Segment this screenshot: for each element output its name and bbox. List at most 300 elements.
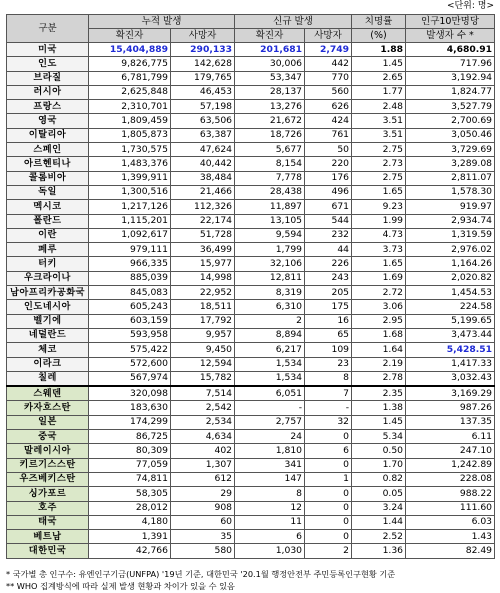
fatality-rate-cell: 2.75: [352, 171, 406, 185]
new-confirmed-cell: 11,897: [235, 200, 305, 214]
cum-confirmed-cell: 966,335: [89, 257, 171, 271]
new-deaths-cell: 109: [305, 343, 352, 357]
table-row: [7, 530, 495, 544]
cum-deaths-cell: 46,453: [171, 85, 235, 99]
header-region: 구분: [7, 15, 89, 43]
country-name: 카자흐스탄: [7, 401, 89, 415]
table-header: [7, 15, 495, 43]
new-confirmed-cell: 9,594: [235, 228, 305, 242]
per100k-cell: 1,164.26: [406, 257, 495, 271]
country-name: 중국: [7, 430, 89, 444]
cum-deaths-cell: 4,634: [171, 430, 235, 444]
per100k-cell: 6.11: [406, 430, 495, 444]
new-deaths-cell: 226: [305, 257, 352, 271]
table-row: [7, 271, 495, 285]
country-name: 우즈베키스탄: [7, 472, 89, 486]
fatality-rate-cell: 3.24: [352, 501, 406, 515]
per100k-cell: 1,824.77: [406, 85, 495, 99]
per100k-cell: 2,811.07: [406, 171, 495, 185]
country-name: 이라크: [7, 357, 89, 371]
new-deaths-cell: 544: [305, 214, 352, 228]
table-row: [7, 444, 495, 458]
table-row: [7, 85, 495, 99]
new-confirmed-cell: 1,534: [235, 357, 305, 371]
cum-confirmed-cell: 80,309: [89, 444, 171, 458]
new-deaths-cell: 0: [305, 487, 352, 501]
new-confirmed-cell: 11: [235, 515, 305, 529]
cum-deaths-cell: 22,952: [171, 286, 235, 300]
country-name: 베트남: [7, 530, 89, 544]
table-row: [7, 243, 495, 257]
country-name: 아르헨티나: [7, 157, 89, 171]
table-row: [7, 328, 495, 342]
fatality-rate-cell: 2.75: [352, 143, 406, 157]
new-deaths-cell: 424: [305, 114, 352, 128]
cum-confirmed-cell: 320,098: [89, 386, 171, 401]
per100k-cell: 111.60: [406, 501, 495, 515]
cum-deaths-cell: 14,998: [171, 271, 235, 285]
new-confirmed-cell: 8,894: [235, 328, 305, 342]
cum-confirmed-cell: 1,399,911: [89, 171, 171, 185]
country-name: 콜롬비아: [7, 171, 89, 185]
new-confirmed-cell: 147: [235, 472, 305, 486]
per100k-cell: 2,700.69: [406, 114, 495, 128]
cum-deaths-cell: 18,511: [171, 300, 235, 314]
table-row: [7, 357, 495, 371]
cum-confirmed-cell: 1,217,126: [89, 200, 171, 214]
new-deaths-cell: 0: [305, 501, 352, 515]
per100k-cell: 1.43: [406, 530, 495, 544]
cum-deaths-cell: 12,594: [171, 357, 235, 371]
per100k-cell: 1,417.33: [406, 357, 495, 371]
new-confirmed-cell: 21,672: [235, 114, 305, 128]
per100k-cell: 2,976.02: [406, 243, 495, 257]
per100k-cell: 3,169.29: [406, 386, 495, 401]
cum-confirmed-cell: 174,299: [89, 415, 171, 429]
footnote-population: * 국가별 총 인구수: 유엔인구기금(UNFPA) '19년 기준, 대한민국 '20.1월 행정안전부 주민등록인구현황 기준: [6, 569, 396, 579]
fatality-rate-cell: 2.48: [352, 100, 406, 114]
new-confirmed-cell: 28,137: [235, 85, 305, 99]
cum-confirmed-cell: 1,809,459: [89, 114, 171, 128]
cum-deaths-cell: 29: [171, 487, 235, 501]
table-row: [7, 185, 495, 199]
new-confirmed-cell: 1,810: [235, 444, 305, 458]
country-name: 인도네시아: [7, 300, 89, 314]
cum-deaths-cell: 1,307: [171, 458, 235, 472]
fatality-rate-cell: 3.06: [352, 300, 406, 314]
cum-confirmed-cell: 77,059: [89, 458, 171, 472]
cum-deaths-cell: 57,198: [171, 100, 235, 114]
new-confirmed-cell: 13,105: [235, 214, 305, 228]
fatality-rate-cell: 1.99: [352, 214, 406, 228]
country-name: 스페인: [7, 143, 89, 157]
fatality-rate-cell: 1.36: [352, 544, 406, 558]
fatality-rate-cell: 2.19: [352, 357, 406, 371]
per100k-cell: 3,289.08: [406, 157, 495, 171]
country-name: 네덜란드: [7, 328, 89, 342]
per100k-cell: 3,032.43: [406, 371, 495, 386]
new-confirmed-cell: 28,438: [235, 185, 305, 199]
header-fatality: 치명률: [352, 15, 406, 29]
country-name: 스웨덴: [7, 386, 89, 401]
cum-confirmed-cell: 15,404,889: [89, 43, 171, 57]
cum-deaths-cell: 21,466: [171, 185, 235, 199]
country-name: 대한민국: [7, 544, 89, 558]
per100k-cell: 228.08: [406, 472, 495, 486]
header-per100k: 인구10만명당: [406, 15, 495, 29]
per100k-cell: 1,319.59: [406, 228, 495, 242]
table-body: [7, 43, 495, 559]
country-name: 프랑스: [7, 100, 89, 114]
table-row: [7, 458, 495, 472]
new-confirmed-cell: 1,030: [235, 544, 305, 558]
per100k-cell: 1,578.30: [406, 185, 495, 199]
new-deaths-cell: 761: [305, 128, 352, 142]
new-confirmed-cell: 30,006: [235, 57, 305, 71]
table-row: [7, 430, 495, 444]
new-confirmed-cell: 12: [235, 501, 305, 515]
cum-confirmed-cell: 567,974: [89, 371, 171, 386]
new-confirmed-cell: 53,347: [235, 71, 305, 85]
new-deaths-cell: 496: [305, 185, 352, 199]
cum-confirmed-cell: 9,826,775: [89, 57, 171, 71]
header-new: 신규 발생: [235, 15, 352, 29]
new-deaths-cell: -: [305, 401, 352, 415]
country-name: 이란: [7, 228, 89, 242]
new-deaths-cell: 2,749: [305, 43, 352, 57]
fatality-rate-cell: 5.34: [352, 430, 406, 444]
country-name: 터키: [7, 257, 89, 271]
new-deaths-cell: 243: [305, 271, 352, 285]
cum-deaths-cell: 22,174: [171, 214, 235, 228]
table-row: [7, 501, 495, 515]
cum-confirmed-cell: 603,159: [89, 314, 171, 328]
fatality-rate-cell: 2.72: [352, 286, 406, 300]
new-confirmed-cell: 7,778: [235, 171, 305, 185]
table-row: [7, 214, 495, 228]
new-deaths-cell: 16: [305, 314, 352, 328]
per100k-cell: 6.03: [406, 515, 495, 529]
cum-confirmed-cell: 575,422: [89, 343, 171, 357]
table-row: [7, 157, 495, 171]
new-deaths-cell: 44: [305, 243, 352, 257]
header-fatality-unit: (%): [352, 29, 406, 43]
table-row: [7, 487, 495, 501]
per100k-cell: 3,527.79: [406, 100, 495, 114]
per100k-cell: 224.58: [406, 300, 495, 314]
cum-confirmed-cell: 1,300,516: [89, 185, 171, 199]
country-name: 영국: [7, 114, 89, 128]
cum-deaths-cell: 63,387: [171, 128, 235, 142]
fatality-rate-cell: 1.70: [352, 458, 406, 472]
country-name: 멕시코: [7, 200, 89, 214]
country-name: 페루: [7, 243, 89, 257]
cum-deaths-cell: 17,792: [171, 314, 235, 328]
new-confirmed-cell: 6,051: [235, 386, 305, 401]
per100k-cell: 2,020.82: [406, 271, 495, 285]
fatality-rate-cell: 2.65: [352, 71, 406, 85]
per100k-cell: 2,934.74: [406, 214, 495, 228]
new-confirmed-cell: 5,677: [235, 143, 305, 157]
new-confirmed-cell: 2: [235, 314, 305, 328]
new-confirmed-cell: 8: [235, 487, 305, 501]
cum-deaths-cell: 2,542: [171, 401, 235, 415]
table-row: [7, 343, 495, 357]
per100k-cell: 3,729.69: [406, 143, 495, 157]
cum-confirmed-cell: 86,725: [89, 430, 171, 444]
cum-confirmed-cell: 1,805,873: [89, 128, 171, 142]
header-per100k-sub: 발생자 수 *: [406, 29, 495, 43]
table-row: [7, 43, 495, 57]
table-row: [7, 300, 495, 314]
table-row: [7, 286, 495, 300]
header-new-confirmed: 확진자: [235, 29, 305, 43]
new-deaths-cell: 23: [305, 357, 352, 371]
cum-deaths-cell: 142,628: [171, 57, 235, 71]
fatality-rate-cell: 0.82: [352, 472, 406, 486]
fatality-rate-cell: 3.51: [352, 114, 406, 128]
table-row: [7, 228, 495, 242]
per100k-cell: 987.26: [406, 401, 495, 415]
new-confirmed-cell: 1,799: [235, 243, 305, 257]
country-name: 체코: [7, 343, 89, 357]
header-cum-deaths: 사망자: [171, 29, 235, 43]
new-confirmed-cell: 1,534: [235, 371, 305, 386]
new-deaths-cell: 6: [305, 444, 352, 458]
per100k-cell: 82.49: [406, 544, 495, 558]
table-row: [7, 171, 495, 185]
per100k-cell: 137.35: [406, 415, 495, 429]
cum-deaths-cell: 15,977: [171, 257, 235, 271]
cum-deaths-cell: 9,450: [171, 343, 235, 357]
new-deaths-cell: 220: [305, 157, 352, 171]
fatality-rate-cell: 1.45: [352, 57, 406, 71]
new-confirmed-cell: 12,811: [235, 271, 305, 285]
new-deaths-cell: 7: [305, 386, 352, 401]
fatality-rate-cell: 1.64: [352, 343, 406, 357]
cum-deaths-cell: 9,957: [171, 328, 235, 342]
cum-deaths-cell: 36,499: [171, 243, 235, 257]
new-confirmed-cell: 2,757: [235, 415, 305, 429]
new-confirmed-cell: 24: [235, 430, 305, 444]
country-name: 일본: [7, 415, 89, 429]
country-name: 독일: [7, 185, 89, 199]
new-confirmed-cell: 8,154: [235, 157, 305, 171]
new-confirmed-cell: 18,726: [235, 128, 305, 142]
country-name: 태국: [7, 515, 89, 529]
fatality-rate-cell: 1.65: [352, 185, 406, 199]
country-name: 인도: [7, 57, 89, 71]
new-confirmed-cell: 341: [235, 458, 305, 472]
cum-confirmed-cell: 6,781,799: [89, 71, 171, 85]
cum-deaths-cell: 51,728: [171, 228, 235, 242]
per100k-cell: 988.22: [406, 487, 495, 501]
new-deaths-cell: 0: [305, 458, 352, 472]
fatality-rate-cell: 2.52: [352, 530, 406, 544]
new-deaths-cell: 176: [305, 171, 352, 185]
per100k-cell: 1,454.53: [406, 286, 495, 300]
new-confirmed-cell: 6: [235, 530, 305, 544]
fatality-rate-cell: 1.68: [352, 328, 406, 342]
cum-confirmed-cell: 42,766: [89, 544, 171, 558]
fatality-rate-cell: 1.38: [352, 401, 406, 415]
header-cum-confirmed: 확진자: [89, 29, 171, 43]
cum-deaths-cell: 7,514: [171, 386, 235, 401]
header-cumulative: 누적 발생: [89, 15, 235, 29]
per100k-cell: 717.96: [406, 57, 495, 71]
per100k-cell: 5,428.51: [406, 343, 495, 357]
table-row: [7, 200, 495, 214]
new-deaths-cell: 32: [305, 415, 352, 429]
new-deaths-cell: 1: [305, 472, 352, 486]
new-confirmed-cell: -: [235, 401, 305, 415]
cum-deaths-cell: 40,442: [171, 157, 235, 171]
cum-confirmed-cell: 2,310,701: [89, 100, 171, 114]
table-row: [7, 386, 495, 401]
cum-deaths-cell: 47,624: [171, 143, 235, 157]
table-row: [7, 100, 495, 114]
country-name: 브라질: [7, 71, 89, 85]
cum-confirmed-cell: 605,243: [89, 300, 171, 314]
per100k-cell: 1,242.89: [406, 458, 495, 472]
new-deaths-cell: 2: [305, 544, 352, 558]
table-row: [7, 143, 495, 157]
cum-confirmed-cell: 572,600: [89, 357, 171, 371]
table-row: [7, 71, 495, 85]
new-confirmed-cell: 6,217: [235, 343, 305, 357]
cum-confirmed-cell: 885,039: [89, 271, 171, 285]
per100k-cell: 247.10: [406, 444, 495, 458]
cum-confirmed-cell: 58,305: [89, 487, 171, 501]
cum-confirmed-cell: 1,092,617: [89, 228, 171, 242]
new-deaths-cell: 671: [305, 200, 352, 214]
country-name: 말레이시아: [7, 444, 89, 458]
new-deaths-cell: 8: [305, 371, 352, 386]
cum-deaths-cell: 38,484: [171, 171, 235, 185]
fatality-rate-cell: 9.23: [352, 200, 406, 214]
covid-stats-table: [6, 14, 495, 559]
country-name: 우크라이나: [7, 271, 89, 285]
new-deaths-cell: 0: [305, 515, 352, 529]
new-deaths-cell: 770: [305, 71, 352, 85]
fatality-rate-cell: 3.73: [352, 243, 406, 257]
table-row: [7, 114, 495, 128]
cum-confirmed-cell: 28,012: [89, 501, 171, 515]
fatality-rate-cell: 0.50: [352, 444, 406, 458]
cum-deaths-cell: 290,133: [171, 43, 235, 57]
new-confirmed-cell: 32,106: [235, 257, 305, 271]
per100k-cell: 3,050.46: [406, 128, 495, 142]
cum-confirmed-cell: 979,111: [89, 243, 171, 257]
fatality-rate-cell: 2.73: [352, 157, 406, 171]
fatality-rate-cell: 1.88: [352, 43, 406, 57]
cum-deaths-cell: 580: [171, 544, 235, 558]
cum-confirmed-cell: 1,115,201: [89, 214, 171, 228]
cum-confirmed-cell: 593,958: [89, 328, 171, 342]
fatality-rate-cell: 1.45: [352, 415, 406, 429]
per100k-cell: 919.97: [406, 200, 495, 214]
fatality-rate-cell: 2.95: [352, 314, 406, 328]
unit-label: <단위: 명>: [446, 1, 494, 11]
cum-confirmed-cell: 2,625,848: [89, 85, 171, 99]
per100k-cell: 3,473.44: [406, 328, 495, 342]
per100k-cell: 3,192.94: [406, 71, 495, 85]
country-name: 폴란드: [7, 214, 89, 228]
new-deaths-cell: 626: [305, 100, 352, 114]
table-row: [7, 371, 495, 386]
country-name: 남아프리카공화국: [7, 286, 89, 300]
cum-deaths-cell: 612: [171, 472, 235, 486]
new-deaths-cell: 50: [305, 143, 352, 157]
cum-deaths-cell: 60: [171, 515, 235, 529]
table-row: [7, 401, 495, 415]
new-confirmed-cell: 6,310: [235, 300, 305, 314]
fatality-rate-cell: 1.44: [352, 515, 406, 529]
cum-confirmed-cell: 74,811: [89, 472, 171, 486]
cum-deaths-cell: 2,534: [171, 415, 235, 429]
new-deaths-cell: 65: [305, 328, 352, 342]
country-name: 키르기스스탄: [7, 458, 89, 472]
country-name: 호주: [7, 501, 89, 515]
country-name: 칠레: [7, 371, 89, 386]
new-deaths-cell: 175: [305, 300, 352, 314]
table-row: [7, 515, 495, 529]
footnote-who: ** WHO 집계방식에 따라 실제 발생 현황과 차이가 있을 수 있음: [6, 581, 235, 591]
country-name: 미국: [7, 43, 89, 57]
new-deaths-cell: 0: [305, 530, 352, 544]
fatality-rate-cell: 2.78: [352, 371, 406, 386]
new-deaths-cell: 205: [305, 286, 352, 300]
fatality-rate-cell: 3.51: [352, 128, 406, 142]
table-row: [7, 257, 495, 271]
cum-confirmed-cell: 1,483,376: [89, 157, 171, 171]
table-row: [7, 57, 495, 71]
table-row: [7, 415, 495, 429]
new-deaths-cell: 442: [305, 57, 352, 71]
table-row: [7, 128, 495, 142]
cum-deaths-cell: 15,782: [171, 371, 235, 386]
new-deaths-cell: 0: [305, 430, 352, 444]
cum-deaths-cell: 908: [171, 501, 235, 515]
new-deaths-cell: 232: [305, 228, 352, 242]
new-confirmed-cell: 201,681: [235, 43, 305, 57]
cum-confirmed-cell: 845,083: [89, 286, 171, 300]
country-name: 러시아: [7, 85, 89, 99]
cum-deaths-cell: 112,326: [171, 200, 235, 214]
cum-confirmed-cell: 1,730,575: [89, 143, 171, 157]
per100k-cell: 4,680.91: [406, 43, 495, 57]
cum-deaths-cell: 35: [171, 530, 235, 544]
country-name: 벨기에: [7, 314, 89, 328]
fatality-rate-cell: 1.69: [352, 271, 406, 285]
cum-deaths-cell: 179,765: [171, 71, 235, 85]
header-new-deaths: 사망자: [305, 29, 352, 43]
table-row: [7, 544, 495, 558]
fatality-rate-cell: 1.77: [352, 85, 406, 99]
country-name: 싱가포르: [7, 487, 89, 501]
fatality-rate-cell: 0.05: [352, 487, 406, 501]
fatality-rate-cell: 2.35: [352, 386, 406, 401]
cum-confirmed-cell: 1,391: [89, 530, 171, 544]
cum-confirmed-cell: 183,630: [89, 401, 171, 415]
table-row: [7, 472, 495, 486]
table-row: [7, 314, 495, 328]
fatality-rate-cell: 1.65: [352, 257, 406, 271]
per100k-cell: 5,199.65: [406, 314, 495, 328]
cum-deaths-cell: 63,506: [171, 114, 235, 128]
cum-deaths-cell: 402: [171, 444, 235, 458]
new-confirmed-cell: 8,319: [235, 286, 305, 300]
